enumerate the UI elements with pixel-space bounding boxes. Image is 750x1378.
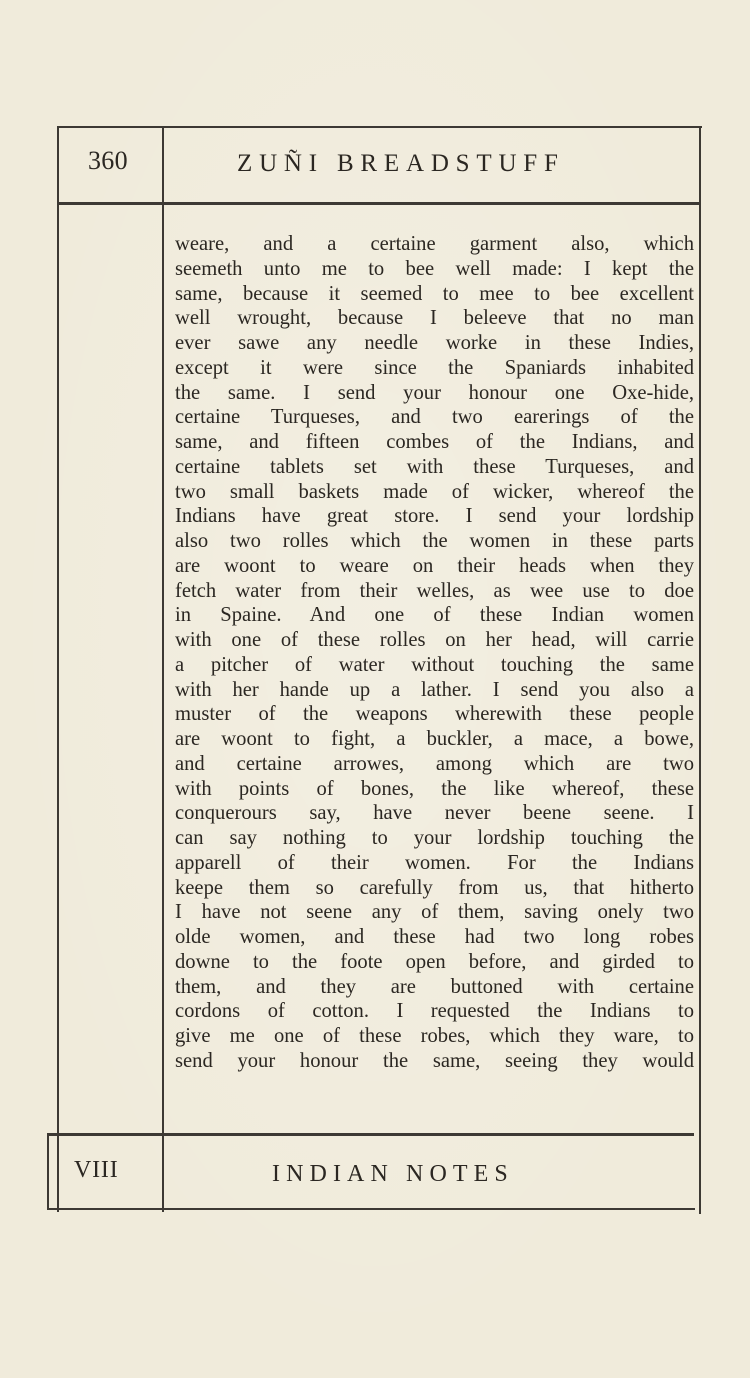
- text-line: Indians have great store. I send your lordship: [175, 505, 694, 528]
- text-line: olde women, and these had two long robes: [175, 926, 694, 948]
- text-line: I have not seene any of them, saving onely two: [175, 901, 694, 924]
- text-line: with points of bones, the like whereof, these: [175, 777, 694, 800]
- footer-title: INDIAN NOTES: [272, 1161, 514, 1187]
- text-line: keepe them so carefully from us, that hitherto: [175, 876, 694, 899]
- text-line: downe to the foote open before, and girded to: [175, 950, 694, 973]
- text-line: and certaine arrowes, among which are two: [175, 752, 694, 775]
- text-line: are woont to fight, a buckler, a mace, a bowe,: [175, 728, 694, 750]
- text-line: certaine tablets set with these Turqueses, and: [175, 455, 694, 478]
- bottom-border-line: [47, 1208, 695, 1210]
- text-line: are woont to weare on their heads when they: [175, 554, 694, 577]
- text-line: also two rolles which the women in these parts: [175, 530, 694, 552]
- text-line: seemeth unto me to bee well made: I kept the: [175, 257, 694, 280]
- text-line: certaine Turqueses, and two earerings of the: [175, 406, 694, 429]
- text-line: apparell of their women. For the Indians: [175, 851, 694, 874]
- page-number: 360: [88, 146, 128, 175]
- text-line: same, because it seemed to mee to bee excellent: [175, 282, 694, 305]
- text-line: a pitcher of water without touching the same: [175, 653, 694, 676]
- column-divider-line: [162, 126, 164, 1212]
- right-border-line: [699, 126, 701, 1214]
- text-line: except it were since the Spaniards inhabited: [175, 356, 694, 379]
- left-border-line: [57, 126, 59, 1212]
- text-line: give me one of these robes, which they ware, to: [175, 1025, 694, 1047]
- text-line: in Spaine. And one of these Indian women: [175, 604, 694, 627]
- text-line: with her hande up a lather. I send you also a: [175, 678, 694, 701]
- text-line: two small baskets made of wicker, whereof the: [175, 480, 694, 503]
- text-line: muster of the weapons wherewith these people: [175, 703, 694, 726]
- text-line: cordons of cotton. I requested the Indians to: [175, 1000, 694, 1023]
- body-text: [175, 232, 694, 1074]
- footer-roman-numeral: VIII: [74, 1157, 119, 1183]
- text-line: send your honour the same, seeing they would: [175, 1049, 694, 1072]
- text-line: same, and fifteen combes of the Indians, and: [175, 431, 694, 453]
- text-line: ever sawe any needle worke in these Indies,: [175, 332, 694, 354]
- running-head: ZUÑI BREADSTUFF: [237, 150, 565, 177]
- text-line: well wrought, because I beleeve that no man: [175, 307, 694, 330]
- text-line: them, and they are buttoned with certaine: [175, 975, 694, 998]
- text-line: can say nothing to your lordship touching the: [175, 827, 694, 849]
- text-line: with one of these rolles on her head, will carrie: [175, 629, 694, 651]
- text-line: conquerours say, have never beene seene. I: [175, 802, 694, 825]
- footer-divider-line: [47, 1133, 694, 1136]
- header-divider-line: [57, 202, 699, 205]
- footer-left-border-line: [47, 1133, 49, 1210]
- text-line: fetch water from their welles, as wee use to doe: [175, 579, 694, 602]
- text-line: the same. I send your honour one Oxe-hide,: [175, 381, 694, 404]
- text-line: weare, and a certaine garment also, which: [175, 233, 694, 255]
- top-border-line: [57, 126, 702, 128]
